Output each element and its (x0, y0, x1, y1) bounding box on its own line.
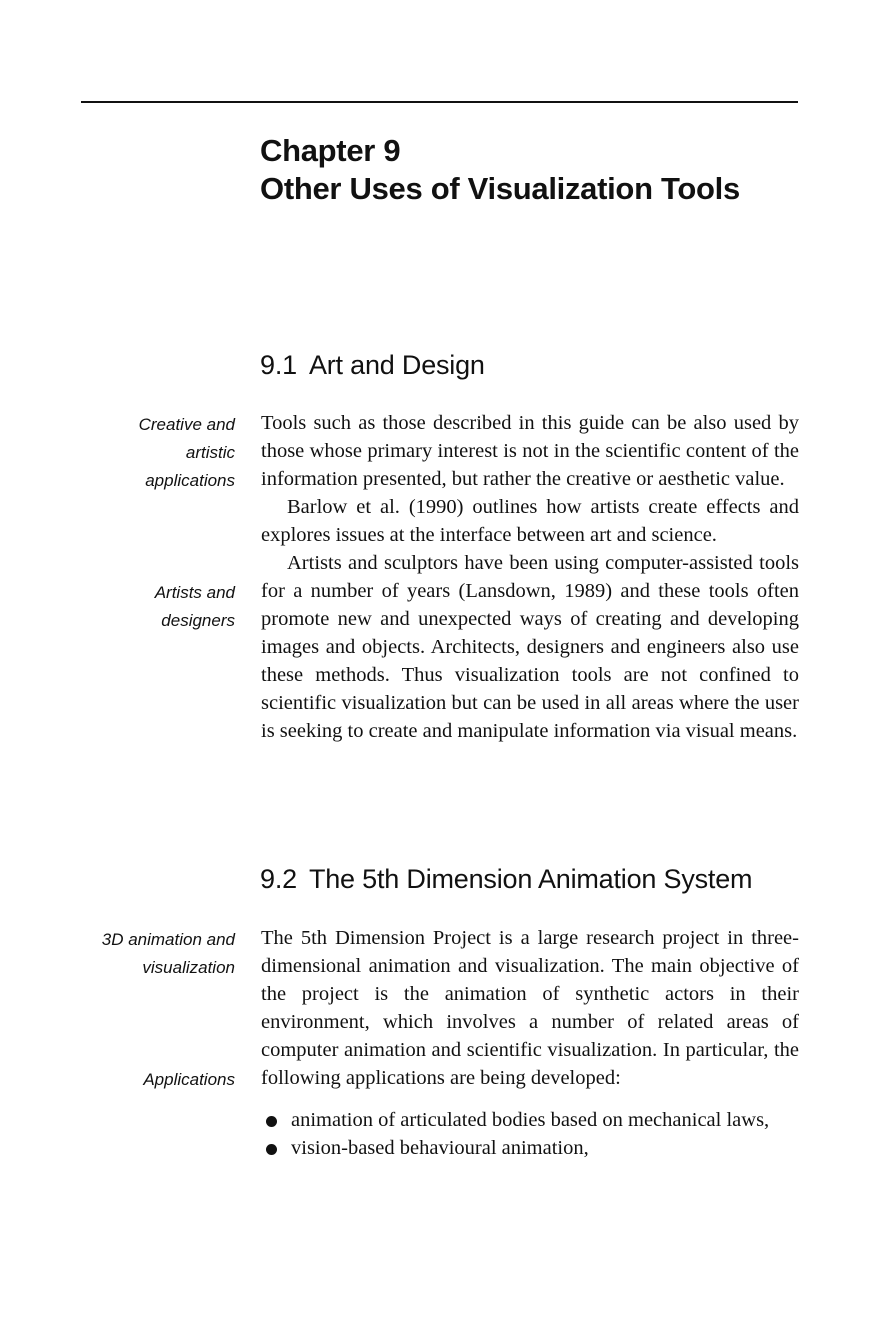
paragraph: Artists and sculptors have been using computer-assisted tools for a number of years (Lansdown, 1989) and these tools often promote new and unexpected ways of creating and developing images and objects. Architects, designers and engineers also use these methods. Thus visualization tools are not confined to scientific visualization but can be used in all areas where the user is seeking to create and manipulate information via visual means. (261, 552, 799, 742)
list-item-text: animation of articulated bodies based on mechanical laws, (291, 1109, 770, 1131)
chapter-number: Chapter 9 (260, 133, 401, 168)
chapter-heading (260, 132, 740, 208)
margin-note-line: applications (145, 471, 235, 490)
margin-note-creative (139, 411, 235, 495)
margin-note-line: Applications (143, 1070, 235, 1089)
margin-note-line: artistic (185, 443, 235, 462)
section-number: 9.1 (260, 350, 297, 380)
bullet-icon (266, 1144, 277, 1155)
margin-note-line: Creative and (138, 415, 235, 434)
header-rule (81, 101, 798, 103)
chapter-title: Other Uses of Visualization Tools (260, 171, 740, 206)
bullet-icon (266, 1116, 277, 1127)
list-item (261, 1134, 799, 1162)
margin-note-applications (143, 1066, 235, 1094)
section-heading-9-1 (260, 349, 485, 381)
list-item-text: vision-based behavioural animation, (291, 1137, 589, 1159)
section-title: Art and Design (308, 350, 485, 380)
paragraph: The 5th Dimension Project is a large research project in three-dimensional animation and visualization. The main objective of the project is the animation of synthetic actors in their environment, which involves a number of related areas of computer animation and scientific visualization. In particular, the following applications are being developed: (261, 927, 799, 1089)
margin-note-3d-animation (102, 926, 235, 982)
section-heading-9-2 (260, 863, 752, 895)
applications-list (261, 1106, 799, 1162)
margin-note-line: visualization (142, 958, 235, 977)
paragraph: Tools such as those described in this guide can be also used by those whose primary interest is not in the scientific content of the information presented, but rather the creative or aesthetic value. (261, 412, 799, 490)
section-title: The 5th Dimension Animation System (308, 864, 753, 894)
section-number: 9.2 (260, 864, 297, 894)
margin-note-line: designers (161, 611, 235, 630)
margin-note-artists (155, 579, 235, 635)
section-9-2-body (261, 924, 799, 1092)
margin-note-line: Artists and (154, 583, 235, 602)
margin-note-line: 3D animation and (101, 930, 235, 949)
list-item (261, 1106, 799, 1134)
paragraph: Barlow et al. (1990) outlines how artists create effects and explores issues at the interface between art and science. (261, 496, 799, 546)
section-9-1-body (261, 409, 799, 745)
